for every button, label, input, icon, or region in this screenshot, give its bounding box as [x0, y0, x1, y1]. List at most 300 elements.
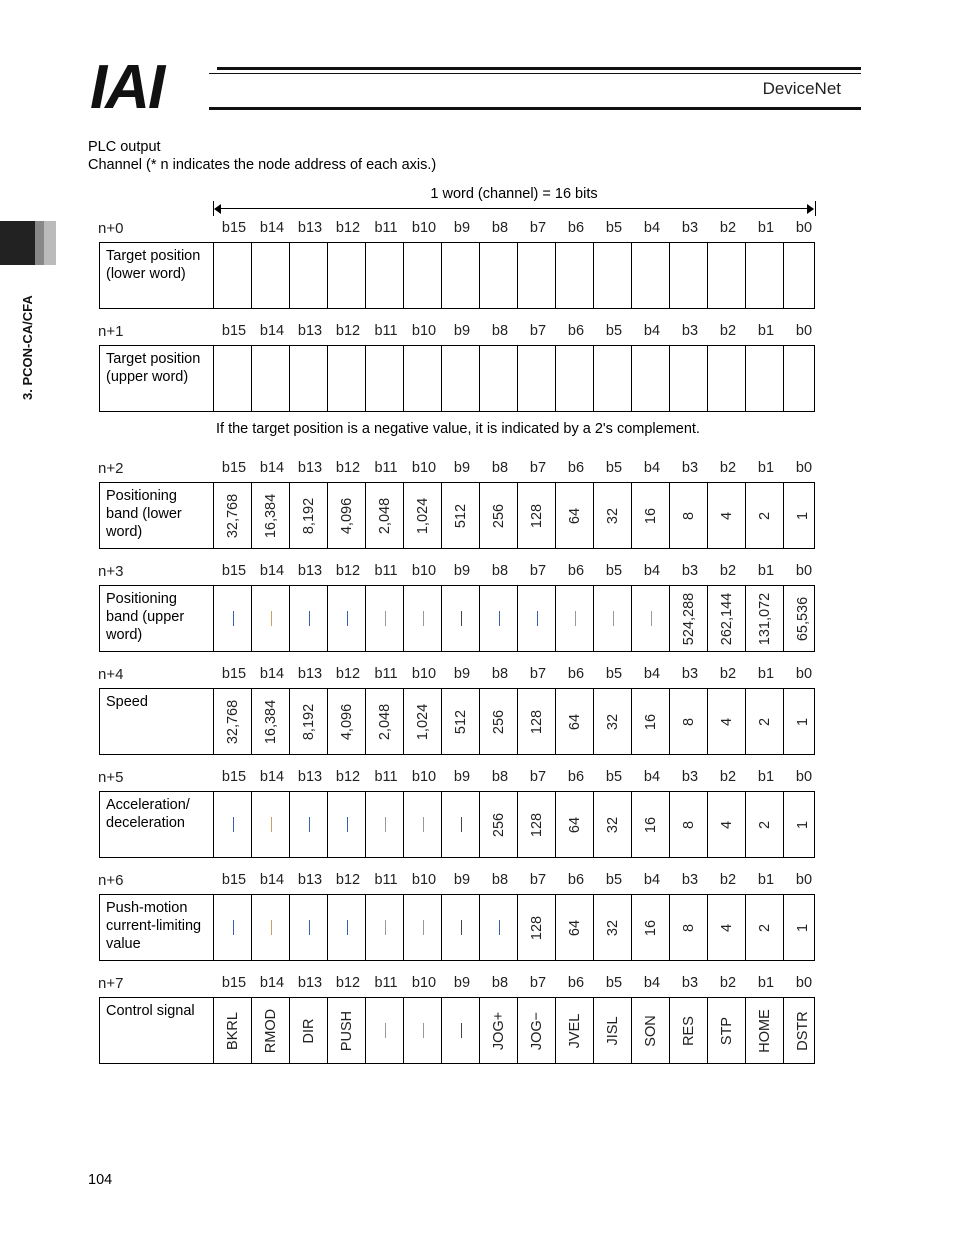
bit-value: 128 [528, 503, 545, 528]
unused-bit-mark [385, 1023, 386, 1038]
bit-cell [366, 895, 404, 960]
intro-line-2: Channel (* n indicates the node address of each axis.) [88, 157, 437, 173]
bit-cell [594, 689, 632, 754]
bit-cell [290, 586, 328, 651]
bit-header: b12 [335, 872, 361, 888]
bit-value: JVEL [566, 1013, 583, 1048]
bit-cell [290, 895, 328, 960]
bit-header: b5 [605, 460, 623, 476]
bit-header: b9 [453, 460, 471, 476]
bit-cell [442, 998, 480, 1063]
bit-value: 1 [795, 717, 811, 726]
arrow-right-icon [807, 204, 814, 214]
register-box [99, 242, 815, 309]
bit-header: b3 [681, 666, 699, 682]
intro-line-1: PLC output [88, 139, 161, 155]
bit-cell [746, 483, 784, 548]
bit-header: b5 [605, 563, 623, 579]
bit-header: b4 [643, 323, 661, 339]
register-header [98, 460, 816, 480]
unused-bit-mark [233, 611, 234, 626]
bit-cell [556, 689, 594, 754]
register-name: n+3 [98, 563, 124, 580]
bit-cell [708, 243, 746, 308]
bit-header: b7 [529, 975, 547, 991]
bit-value: 8,192 [300, 703, 317, 740]
twos-complement-note: If the target position is a negative value, it is indicated by a 2's complement. [216, 421, 700, 437]
bit-header: b13 [297, 323, 323, 339]
bit-cell [784, 998, 822, 1063]
register-header [98, 220, 816, 240]
unused-bit-mark [233, 920, 234, 935]
bit-header: b15 [221, 323, 247, 339]
bit-cell [328, 792, 366, 857]
bit-value: 4 [718, 820, 735, 829]
bit-header: b0 [795, 220, 813, 236]
register-name: n+7 [98, 975, 124, 992]
bit-cell [518, 895, 556, 960]
bit-header: b2 [719, 975, 737, 991]
bit-value: 32 [604, 919, 621, 936]
bit-header: b5 [605, 323, 623, 339]
bit-cell [290, 998, 328, 1063]
bit-header: b15 [221, 975, 247, 991]
bit-value: 64 [566, 816, 583, 833]
bit-cell [290, 792, 328, 857]
bit-cell [784, 243, 822, 308]
bit-cell [328, 483, 366, 548]
register-name: n+6 [98, 872, 124, 889]
bit-header: b7 [529, 769, 547, 785]
bit-cell [252, 346, 290, 411]
bit-cell [214, 998, 252, 1063]
bit-value: 4 [718, 923, 735, 932]
register-description: Target position (lower word) [100, 243, 214, 308]
bit-value: 1 [795, 923, 811, 932]
bit-header: b11 [374, 769, 398, 785]
bit-header: b11 [374, 460, 398, 476]
bit-cell [632, 792, 670, 857]
bit-header: b15 [221, 769, 247, 785]
bit-header: b10 [411, 666, 437, 682]
bit-value: HOME [756, 1008, 773, 1053]
bit-header: b15 [221, 563, 247, 579]
bit-value: 2,048 [376, 703, 393, 740]
unused-bit-mark [423, 920, 424, 935]
bit-value: 1,024 [414, 497, 431, 534]
bit-header: b2 [719, 666, 737, 682]
bit-cell [480, 792, 518, 857]
header-rule-thin [209, 73, 861, 74]
bit-cell [556, 243, 594, 308]
bit-value: PUSH [338, 1010, 355, 1051]
bit-cell [670, 346, 708, 411]
bit-header: b8 [491, 323, 509, 339]
bit-cell [252, 586, 290, 651]
bit-cell [366, 346, 404, 411]
register-header [98, 975, 816, 995]
register-header [98, 666, 816, 686]
bit-cell [632, 586, 670, 651]
unused-bit-mark [461, 611, 462, 626]
bit-header: b1 [757, 975, 775, 991]
bit-header: b14 [259, 323, 285, 339]
bit-header: b14 [259, 460, 285, 476]
bit-cell [632, 243, 670, 308]
bit-cell [784, 792, 822, 857]
header-rule-bottom [209, 107, 861, 110]
bit-cell [518, 346, 556, 411]
register-header [98, 769, 816, 789]
bit-header: b2 [719, 220, 737, 236]
bit-cell [366, 483, 404, 548]
bit-cell [632, 895, 670, 960]
bit-cell [556, 586, 594, 651]
bit-value: 64 [566, 713, 583, 730]
bit-value: 8 [680, 820, 697, 829]
unused-bit-mark [461, 1023, 462, 1038]
bit-cell [632, 689, 670, 754]
header-title: DeviceNet [762, 79, 841, 98]
page-number: 104 [88, 1172, 113, 1188]
bit-header: b2 [719, 872, 737, 888]
bit-header: b8 [491, 220, 509, 236]
unused-bit-mark [461, 920, 462, 935]
bit-header: b11 [374, 563, 398, 579]
bit-header: b12 [335, 323, 361, 339]
bit-header: b5 [605, 769, 623, 785]
bit-cell [708, 998, 746, 1063]
bit-cell [214, 346, 252, 411]
bit-cell [366, 586, 404, 651]
bit-value: 128 [528, 915, 545, 940]
bit-header: b1 [757, 460, 775, 476]
bit-cell [404, 346, 442, 411]
bit-value: DIR [300, 1018, 317, 1043]
unused-bit-mark [423, 1023, 424, 1038]
register-description: Speed [100, 689, 214, 754]
unused-bit-mark [385, 817, 386, 832]
bit-cell [442, 346, 480, 411]
bit-cell [442, 792, 480, 857]
bit-cell [746, 895, 784, 960]
bit-cell [556, 998, 594, 1063]
bit-header: b0 [795, 769, 813, 785]
bit-cell [594, 895, 632, 960]
unused-bit-mark [499, 611, 500, 626]
bit-cell [214, 483, 252, 548]
bit-cell [214, 895, 252, 960]
bit-header: b7 [529, 872, 547, 888]
bit-header: b6 [567, 769, 585, 785]
bit-cell [594, 483, 632, 548]
iai-logo: IAI [90, 53, 164, 122]
bit-header: b7 [529, 563, 547, 579]
bit-value: STP [718, 1016, 735, 1045]
bit-value: 256 [490, 503, 507, 528]
chapter-tab-light [44, 221, 56, 265]
bit-cell [708, 483, 746, 548]
bit-cell [404, 243, 442, 308]
bit-cell [214, 243, 252, 308]
bit-value: 1 [795, 820, 811, 829]
bit-value: 16 [642, 713, 659, 730]
bit-cell [632, 346, 670, 411]
bit-header: b13 [297, 975, 323, 991]
register-description: Acceleration/ deceleration [100, 792, 214, 857]
bit-header: b8 [491, 975, 509, 991]
bit-header: b3 [681, 323, 699, 339]
chapter-side-label: 3. PCON-CA/CFA [20, 295, 35, 400]
bit-cell [404, 895, 442, 960]
bit-cell [480, 586, 518, 651]
bit-cell [784, 586, 822, 651]
bit-value: 8 [680, 511, 697, 520]
bit-value: 16 [642, 507, 659, 524]
bit-cell [556, 346, 594, 411]
register-box [99, 482, 815, 549]
bit-cell [594, 586, 632, 651]
bit-cell [594, 243, 632, 308]
bit-cell [556, 792, 594, 857]
register-name: n+0 [98, 220, 124, 237]
bit-value: 512 [452, 709, 469, 734]
bit-value: 4,096 [338, 703, 355, 740]
bit-header: b3 [681, 220, 699, 236]
bit-header: b3 [681, 872, 699, 888]
bit-cell [404, 998, 442, 1063]
bit-header: b13 [297, 666, 323, 682]
unused-bit-mark [423, 611, 424, 626]
bit-header: b4 [643, 220, 661, 236]
bit-cell [518, 998, 556, 1063]
bit-header: b10 [411, 563, 437, 579]
bit-cell [366, 998, 404, 1063]
bit-cell [518, 792, 556, 857]
bit-value: 16 [642, 919, 659, 936]
bit-value: 2 [756, 511, 773, 520]
bit-value: RES [680, 1015, 697, 1046]
bit-value: 16,384 [262, 699, 279, 744]
bit-value: DSTR [795, 1010, 811, 1051]
bit-header: b10 [411, 220, 437, 236]
bit-value: 32 [604, 816, 621, 833]
bit-header: b6 [567, 323, 585, 339]
bit-header: b14 [259, 769, 285, 785]
header-rule-top [217, 67, 861, 70]
bit-cell [708, 895, 746, 960]
bit-cell [746, 586, 784, 651]
bit-header: b0 [795, 666, 813, 682]
bit-value: 2 [756, 717, 773, 726]
bit-value: 64 [566, 507, 583, 524]
bit-value: 128 [528, 709, 545, 734]
bit-header: b9 [453, 769, 471, 785]
bit-header: b5 [605, 975, 623, 991]
bit-value: 128 [528, 812, 545, 837]
register-header [98, 563, 816, 583]
span-arrow-line [216, 208, 813, 209]
bit-header: b8 [491, 563, 509, 579]
bit-header: b11 [374, 323, 398, 339]
unused-bit-mark [499, 920, 500, 935]
bit-header: b11 [374, 975, 398, 991]
bit-header: b6 [567, 872, 585, 888]
bit-header: b7 [529, 220, 547, 236]
bit-header: b2 [719, 563, 737, 579]
bit-cell [670, 689, 708, 754]
bit-cell [366, 689, 404, 754]
bit-header: b11 [374, 872, 398, 888]
bit-value: JISL [604, 1015, 621, 1046]
bit-cell [480, 998, 518, 1063]
bit-cell [480, 346, 518, 411]
chapter-tab-dark [0, 221, 35, 265]
bit-cell [290, 346, 328, 411]
unused-bit-mark [613, 611, 614, 626]
bit-value: 32 [604, 713, 621, 730]
bit-value: BKRL [224, 1011, 241, 1050]
bit-value: 4 [718, 717, 735, 726]
register-box [99, 791, 815, 858]
bit-cell [670, 895, 708, 960]
bit-header: b6 [567, 563, 585, 579]
bit-cell [442, 689, 480, 754]
unused-bit-mark [347, 817, 348, 832]
bit-value: 256 [490, 812, 507, 837]
bit-value: JOG+ [490, 1011, 507, 1050]
bit-header: b4 [643, 769, 661, 785]
bit-cell [746, 792, 784, 857]
bit-cell [328, 689, 366, 754]
register-box [99, 585, 815, 652]
bit-cell [670, 792, 708, 857]
bit-header: b4 [643, 563, 661, 579]
bit-cell [518, 689, 556, 754]
register-name: n+2 [98, 460, 124, 477]
bit-header: b4 [643, 975, 661, 991]
bit-header: b9 [453, 872, 471, 888]
bit-header: b5 [605, 220, 623, 236]
bit-header: b14 [259, 563, 285, 579]
bit-header: b4 [643, 872, 661, 888]
bit-header: b1 [757, 769, 775, 785]
bit-value: 131,072 [756, 592, 773, 645]
bit-header: b14 [259, 872, 285, 888]
unused-bit-mark [537, 611, 538, 626]
bit-header: b5 [605, 872, 623, 888]
bit-cell [518, 483, 556, 548]
bit-cell [518, 586, 556, 651]
bit-cell [670, 998, 708, 1063]
bit-header: b12 [335, 220, 361, 236]
bit-header: b12 [335, 460, 361, 476]
bit-header: b15 [221, 220, 247, 236]
unused-bit-mark [271, 817, 272, 832]
bit-value: 512 [452, 503, 469, 528]
bit-header: b9 [453, 323, 471, 339]
bit-cell [746, 346, 784, 411]
bit-header: b3 [681, 769, 699, 785]
bit-header: b1 [757, 220, 775, 236]
bit-header: b0 [795, 563, 813, 579]
unused-bit-mark [309, 817, 310, 832]
bit-value: JOG− [528, 1011, 545, 1050]
bit-cell [708, 586, 746, 651]
bit-header: b12 [335, 666, 361, 682]
bit-cell [328, 243, 366, 308]
register-description: Positioning band (upper word) [100, 586, 214, 651]
bit-header: b0 [795, 975, 813, 991]
bit-header: b13 [297, 460, 323, 476]
bit-cell [708, 689, 746, 754]
bit-header: b11 [374, 666, 398, 682]
bit-value: 64 [566, 919, 583, 936]
bit-header: b9 [453, 666, 471, 682]
intro-text [88, 138, 436, 174]
bit-header: b2 [719, 769, 737, 785]
register-name: n+1 [98, 323, 124, 340]
bit-header: b0 [795, 323, 813, 339]
bit-cell [214, 689, 252, 754]
bit-value: 4 [718, 511, 735, 520]
bit-cell [442, 895, 480, 960]
unused-bit-mark [309, 611, 310, 626]
bit-header: b5 [605, 666, 623, 682]
bit-value: 1,024 [414, 703, 431, 740]
register-description: Push-motion current-limiting value [100, 895, 214, 960]
bit-header: b12 [335, 563, 361, 579]
bit-value: 16 [642, 816, 659, 833]
bit-cell [784, 895, 822, 960]
bit-cell [442, 586, 480, 651]
bit-cell [366, 792, 404, 857]
unused-bit-mark [347, 611, 348, 626]
bit-header: b7 [529, 460, 547, 476]
bit-value: 1 [795, 511, 811, 520]
bit-header: b12 [335, 769, 361, 785]
bit-header: b2 [719, 323, 737, 339]
bit-cell [670, 586, 708, 651]
bit-cell [632, 998, 670, 1063]
bit-cell [708, 346, 746, 411]
bit-header: b1 [757, 872, 775, 888]
bit-header: b6 [567, 220, 585, 236]
bit-header: b14 [259, 666, 285, 682]
unused-bit-mark [271, 611, 272, 626]
bit-header: b13 [297, 563, 323, 579]
bit-header: b8 [491, 460, 509, 476]
bit-value: 65,536 [795, 596, 811, 641]
bit-header: b6 [567, 975, 585, 991]
bit-cell [290, 483, 328, 548]
bit-header: b8 [491, 769, 509, 785]
bit-cell [670, 243, 708, 308]
bit-value: 262,144 [718, 592, 735, 645]
bit-cell [556, 483, 594, 548]
bit-header: b12 [335, 975, 361, 991]
bit-header: b14 [259, 975, 285, 991]
bit-header: b1 [757, 563, 775, 579]
unused-bit-mark [575, 611, 576, 626]
bit-cell [404, 689, 442, 754]
bit-cell [252, 792, 290, 857]
unused-bit-mark [651, 611, 652, 626]
bit-header: b9 [453, 563, 471, 579]
bit-header: b3 [681, 975, 699, 991]
bit-value: 2 [756, 820, 773, 829]
bit-cell [252, 243, 290, 308]
